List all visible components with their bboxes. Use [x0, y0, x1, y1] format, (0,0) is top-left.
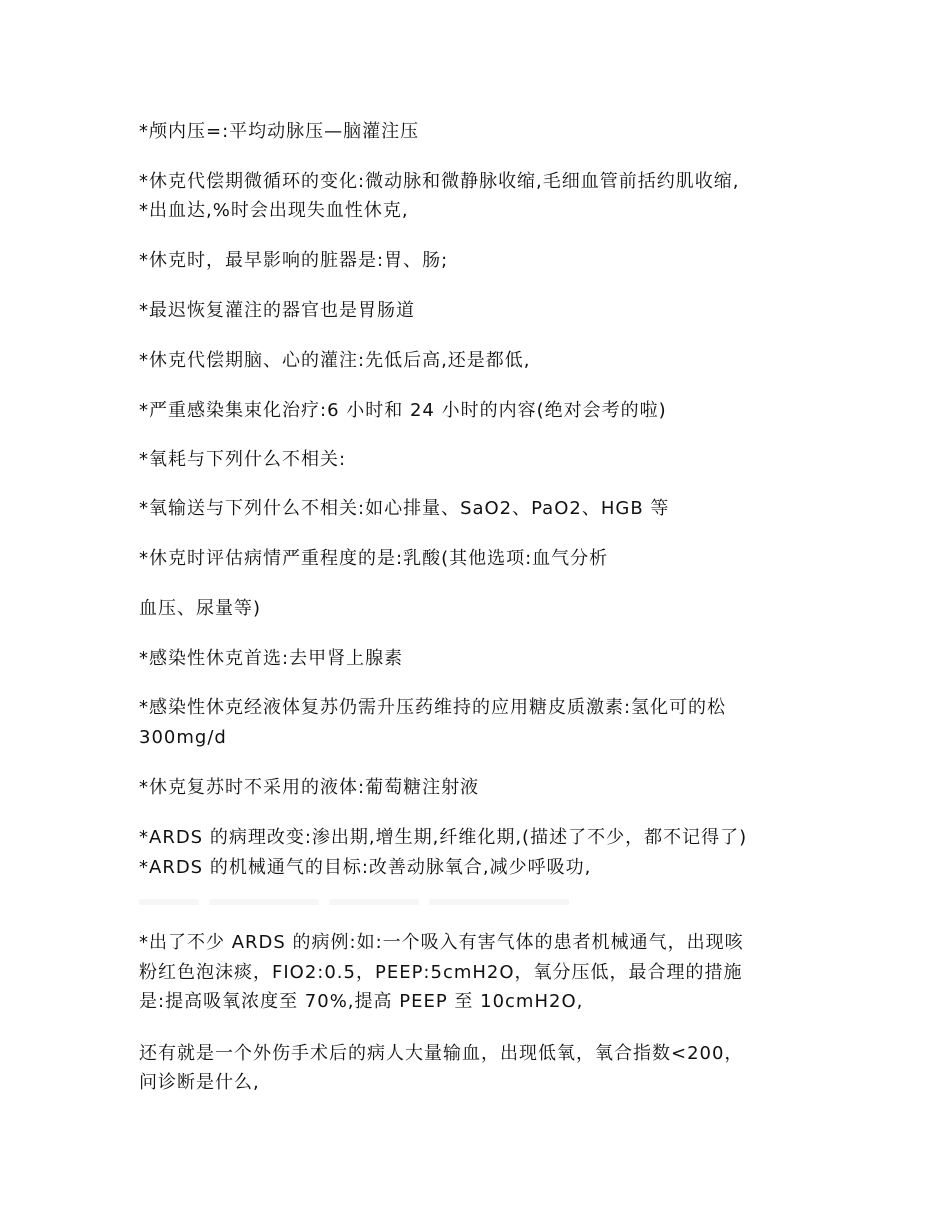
text-line: *氧输送与下列什么不相关:如心排量、SaO2、PaO2、HGB 等: [139, 498, 670, 519]
text-line: *最迟恢复灌注的器官也是胃肠道: [139, 300, 415, 321]
faded-text-artifact: [139, 890, 619, 900]
text-line: *严重感染集束化治疗:6 小时和 24 小时的内容(绝对会考的啦): [139, 400, 667, 421]
text-line: *氧耗与下列什么不相关:: [139, 449, 347, 470]
text-line: *出血达,%时会出现失血性休克,: [139, 200, 409, 221]
text-line: 血压、尿量等): [139, 598, 262, 619]
text-line: *出了不少 ARDS 的病例:如:一个吸入有害气体的患者机械通气，出现咳: [139, 932, 744, 953]
text-line: *休克代偿期脑、心的灌注:先低后高,还是都低,: [139, 350, 531, 371]
text-line: *感染性休克首选:去甲肾上腺素: [139, 648, 404, 669]
text-line: 问诊断是什么,: [139, 1072, 260, 1093]
text-line: 是:提高吸氧浓度至 70%,提高 PEEP 至 10cmH2O,: [139, 991, 584, 1012]
text-line: *ARDS 的病理改变:渗出期,增生期,纤维化期,(描述了不少，都不记得了): [139, 827, 748, 848]
text-line: *休克时，最早影响的脏器是:胃、肠;: [139, 250, 449, 271]
text-line: *颅内压=:平均动脉压—脑灌注压: [139, 121, 420, 142]
text-line: *休克代偿期微循环的变化:微动脉和微静脉收缩,毛细血管前括约肌收缩,: [139, 171, 740, 192]
text-line: *休克时评估病情严重程度的是:乳酸(其他选项:血气分析: [139, 548, 609, 569]
text-line: 还有就是一个外伤手术后的病人大量输血，出现低氧，氧合指数<200，: [139, 1043, 744, 1064]
text-line: 粉红色泡沫痰，FIO2:0.5，PEEP:5cmH2O，氧分压低，最合理的措施: [139, 962, 743, 983]
text-line: *感染性休克经液体复苏仍需升压药维持的应用糖皮质激素:氢化可的松: [139, 697, 727, 718]
text-line: *ARDS 的机械通气的目标:改善动脉氧合,减少呼吸功,: [139, 857, 592, 878]
text-line: 300mg/d: [139, 727, 227, 748]
text-line: *休克复苏时不采用的液体:葡萄糖注射液: [139, 777, 480, 798]
